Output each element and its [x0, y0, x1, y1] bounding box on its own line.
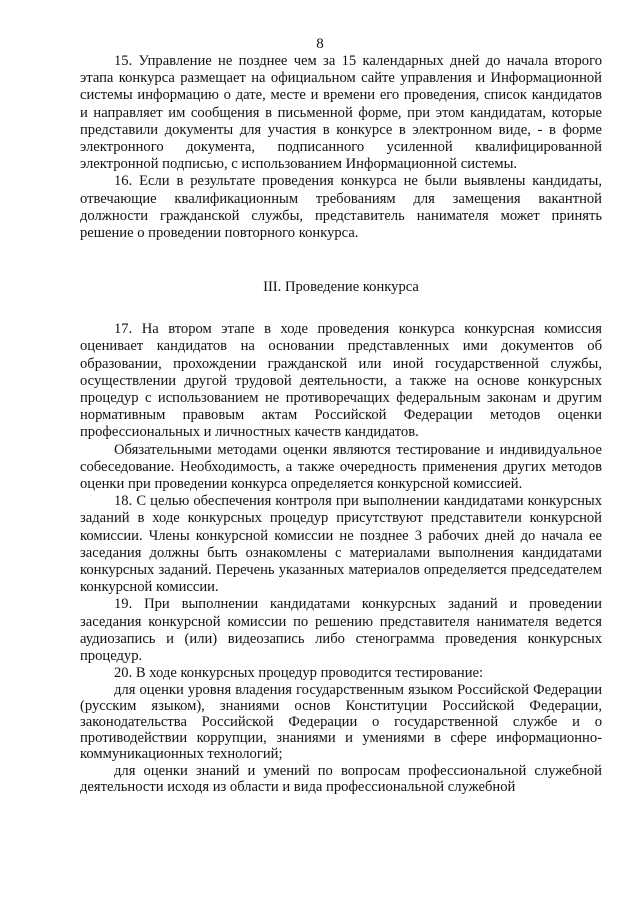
- paragraph-18: 18. С целью обеспечения контроля при выполнении кандидатами конкурсных заданий в ходе конкурсных процедур присутствуют представители конкурсной комиссии. Члены конкурсной комиссии не позднее 3 рабочих дней до начала ее заседания должны быть ознакомлены с материалами выполнения кандидатами конкурсных заданий. Перечень указанных материалов определяется председателем конкурсной комиссии.: [80, 493, 602, 596]
- paragraph-20-item-2: для оценки знаний и умений по вопросам профессиональной служебной деятельности исходя из области и вида профессиональной служебной: [80, 762, 602, 795]
- document-body: [80, 53, 602, 795]
- paragraph-20-item-1: для оценки уровня владения государственным языком Российской Федерации (русским языком), знаниями основ Конституции Российской Федерации, законодательства Российской Федерации о государственной службе и о противодействии коррупции, знаниями и умениями в сфере информационно-коммуникационных технологий;: [80, 681, 602, 763]
- paragraph-17-methods: Обязательными методами оценки являются тестирование и индивидуальное собеседование. Необходимость, а также очередность применения других методов оценки при проведении конкурса определяется конкурсной комиссией.: [80, 441, 602, 493]
- page-number: 8: [316, 36, 324, 52]
- paragraph-17: 17. На втором этапе в ходе проведения конкурса конкурсная комиссия оценивает кандидатов на основании представленных ими документов об образовании, прохождении гражданской или иной государственной службы, осуществлении другой трудовой деятельности, а также на основе конкурсных процедур с использованием не противоречащих федеральным законам и другим нормативным правовым актам Российской Федерации методов оценки профессиональных и личностных качеств кандидатов.: [80, 321, 602, 441]
- section-heading: III. Проведение конкурса: [263, 279, 419, 296]
- paragraph-15: 15. Управление не позднее чем за 15 календарных дней до начала второго этапа конкурса размещает на официальном сайте управления и Информационной системы информацию о дате, месте и времени его проведения, список кандидатов и направляет им сообщения в письменной форме, при этом кандидатам, которые представили документы для участия в конкурсе в электронном виде, - в форме электронного документа, подписанного усиленной квалифицированной электронной подписью, с использованием Информационной системы.: [80, 53, 602, 173]
- paragraph-16: 16. Если в результате проведения конкурса не были выявлены кандидаты, отвечающие квалификационным требованиям для замещения вакантной должности гражданской службы, представитель нанимателя может принять решение о проведении повторного конкурса.: [80, 173, 602, 242]
- paragraph-19: 19. При выполнении кандидатами конкурсных заданий и проведении заседания конкурсной комиссии по решению представителя нанимателя ведется аудиозапись и (или) видеозапись либо стенограмма проведения конкурсных процедур.: [80, 596, 602, 665]
- paragraph-20: 20. В ходе конкурсных процедур проводится тестирование:: [114, 665, 484, 682]
